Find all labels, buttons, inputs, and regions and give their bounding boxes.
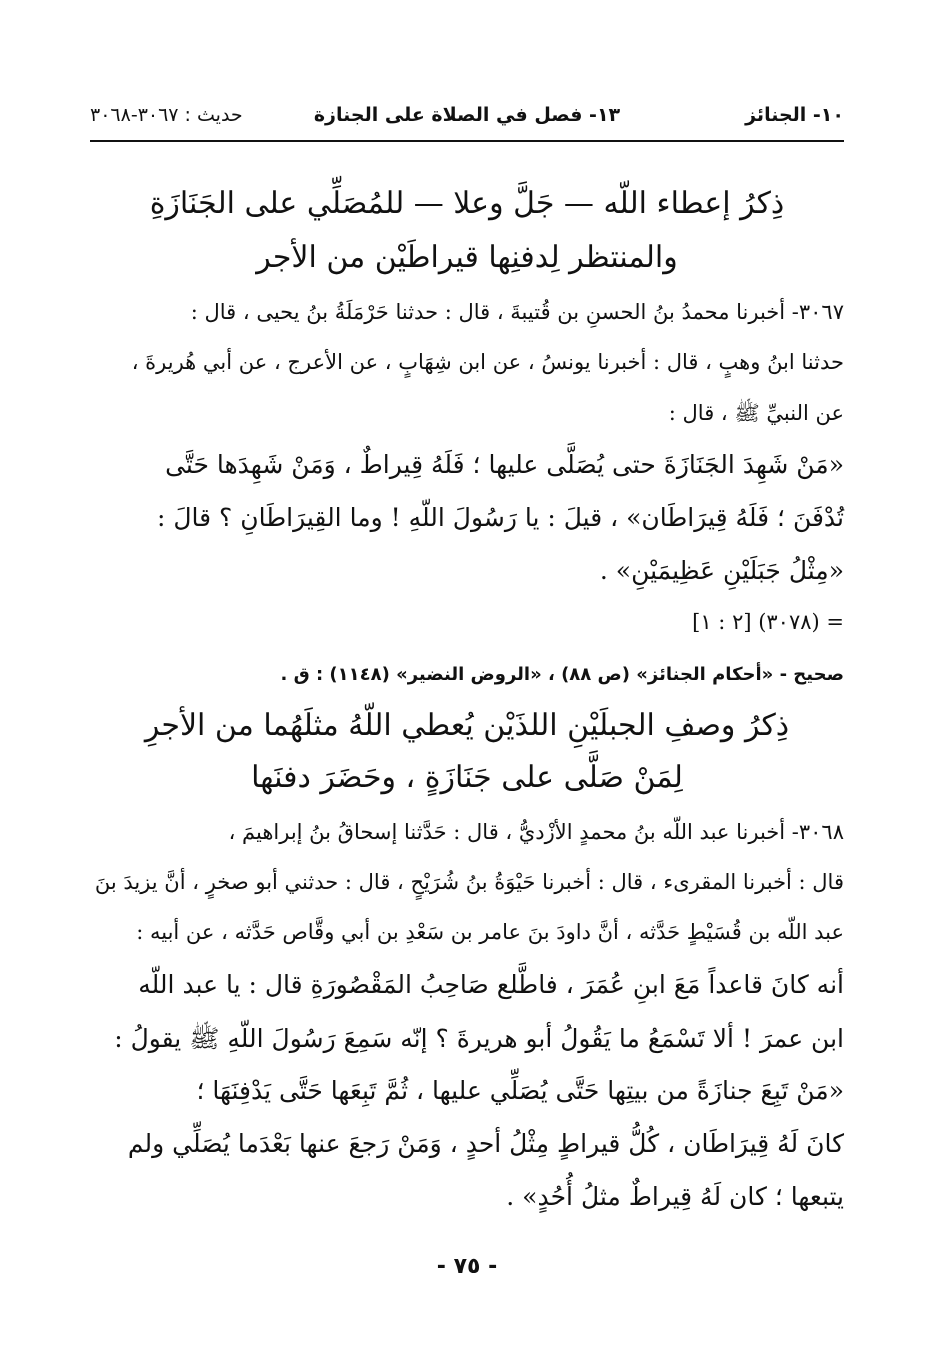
header-rule (90, 140, 844, 142)
hadith-3068-isnad-line-2: قال : أخبرنا المقرىء ، قال : أخبرنا حَيْوَةُ بنُ شُرَيْحٍ ، قال : حدثني أبو صخرٍ ، أنَّ يزيدَ بنَ (94, 870, 844, 894)
hadith-3067-matn-line-2: تُدْفَنَ ؛ فَلَهُ قِيرَاطَان» ، قيلَ : يا رَسُولَ اللّهِ ! وما القِيرَاطَانِ ؟ قالَ : (157, 503, 844, 532)
hadith-3067-isnad-line-2: حدثنا ابنُ وهبٍ ، قال : أخبرنا يونسُ ، عن ابن شِهَابٍ ، عن الأعرج ، عن أبي هُريرةَ ، (131, 350, 844, 374)
header-hadith-range: حديث : ٣٠٦٧-٣٠٦٨ (90, 104, 243, 126)
chapter-title-2-line-1: ذِكرُ وصفِ الجبلَيْنِ اللذَيْن يُعطي اللّهُ مثلَهُما من الأجرِ (144, 708, 790, 743)
chapter-title-2-line-2: لِمَنْ صَلَّى على جَنَازَةٍ ، وحَضَرَ دفنَها (251, 760, 683, 795)
book-page (90, 0, 844, 1370)
hadith-3067-cross-reference: = (٣٠٧٨) [٢ : ١] (692, 610, 844, 634)
hadith-3068-text-line-1: أنه كانَ قاعداً مَعَ ابنِ عُمَرَ ، فاطَّلع صَاحِبُ المَقْصُورَةِ قال : يا عبد اللّه (138, 970, 844, 999)
running-header (90, 104, 844, 136)
header-section: ١٣- فصل في الصلاة على الجنازة (313, 104, 621, 126)
hadith-3068-isnad-line-1: ٣٠٦٨- أخبرنا عبد اللّه بنُ محمدٍ الأزْديُّ ، قال : حَدَّثنا إسحاقُ بنُ إبراهيمَ ، (228, 820, 844, 844)
hadith-3068-matn-line-2: كانَ لَهُ قِيرَاطَان ، كُلُّ قيراطٍ مِثْلُ أحدٍ ، وَمَنْ رَجعَ عنها بَعْدَما يُصَلِّي ولم (127, 1129, 844, 1158)
hadith-3067-matn-line-3: «مِثْلُ جَبَلَيْنِ عَظِيمَيْنِ» . (599, 556, 844, 585)
hadith-3068-matn-line-3: يتبعها ؛ كان لَهُ قِيراطٌ مثلُ أُحُدٍ» . (506, 1182, 844, 1211)
page-number: - ٧٥ - (436, 1254, 498, 1279)
header-chapter: ١٠- الجنائز (745, 104, 844, 126)
hadith-3067-isnad-line-3: عن النبيِّ ﷺ ، قال : (668, 401, 844, 425)
hadith-3068-isnad-line-3: عبد اللّه بن قُسَيْطٍ حَدَّثه ، أنَّ داودَ بنَ عامر بن سَعْدِ بن أبي وقَّاص حَدَّثه ، عن أبيه : (136, 920, 844, 944)
hadith-3068-matn-line-1: «مَنْ تَبِعَ جنازَةً من بيتِها حَتَّى يُصَلِّي عليها ، ثُمَّ تَبِعَها حَتَّى يَدْفِنَهَا ؛ (196, 1076, 844, 1105)
hadith-3067-grading: صحيح - «أحكام الجنائز» (ص ٨٨) ، «الروض النضير» (١١٤٨) : ق . (280, 664, 844, 685)
hadith-3068-text-line-2: ابن عمرَ ! ألا تَسْمَعُ ما يَقُولُ أبو هريرةَ ؟ إنّه سَمِعَ رَسُولَ اللّهِ ﷺ يقولُ : (114, 1024, 844, 1053)
hadith-3067-matn-line-1: «مَنْ شَهِدَ الجَنَازَةَ حتى يُصَلَّى عليها ؛ فَلَهُ قِيراطٌ ، وَمَنْ شَهِدَها حَتَّى (165, 450, 844, 479)
chapter-title-1-line-2: والمنتظر لِدفنِها قيراطَيْن من الأجر (256, 240, 678, 275)
chapter-title-1-line-1: ذِكرُ إعطاء اللّه — جَلَّ وعلا — للمُصَلِّي على الجَنَازَةِ (149, 186, 785, 221)
hadith-3067-isnad-line-1: ٣٠٦٧- أخبرنا محمدُ بنُ الحسنِ بن قُتيبةَ ، قال : حدثنا حَرْمَلَةُ بنُ يحيى ، قال : (190, 300, 844, 324)
